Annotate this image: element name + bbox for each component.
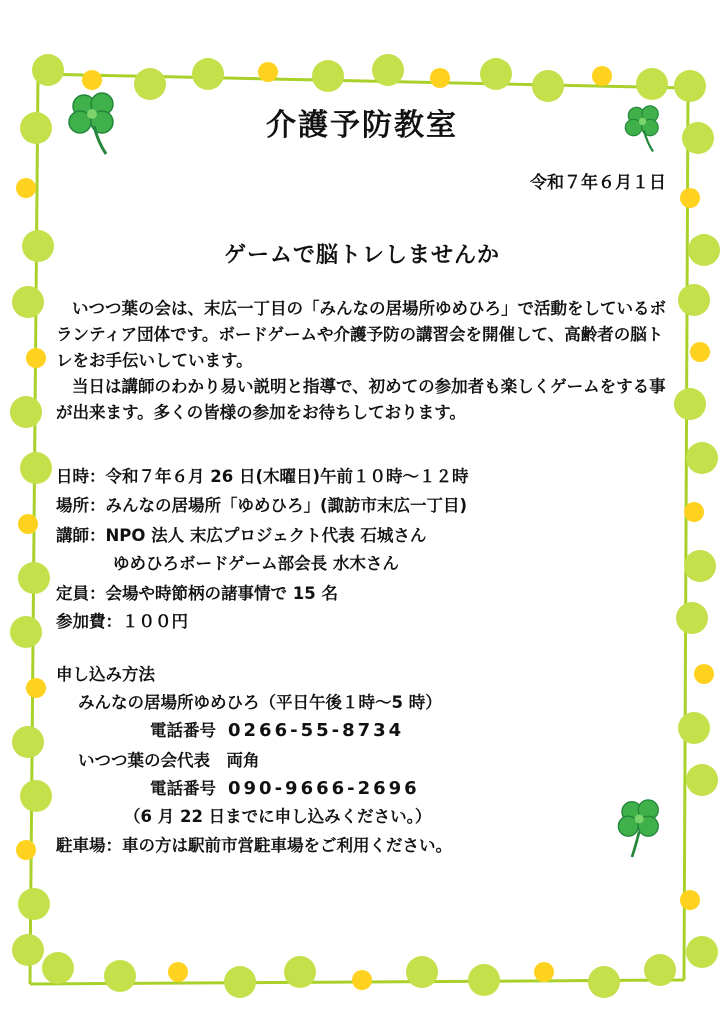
lecturer-label: 講師： <box>56 526 106 545</box>
border-dot <box>26 348 46 368</box>
phone-label-1: 電話番号 <box>150 721 216 740</box>
border-dot <box>674 388 706 420</box>
border-dot <box>18 888 50 920</box>
intro-paragraph-2: 当日は講師のわかり易い説明と指導で、初めての参加者も楽しくゲームをする事が出来ます。多くの皆様の参加をお待ちしております。 <box>56 377 666 422</box>
fee-value: １００円 <box>122 612 188 631</box>
datetime-value: 令和７年６月 26 日(木曜日)午前１０時～１２時 <box>105 467 469 486</box>
lecturer-1: NPO 法人 末広プロジェクト代表 石城さん <box>105 526 427 545</box>
detail-capacity <box>56 580 338 604</box>
border-dot <box>352 970 372 990</box>
capacity-label: 定員： <box>56 584 106 603</box>
border-dot <box>680 188 700 208</box>
subtitle: ゲームで脳トレしませんか <box>223 243 500 268</box>
border-dot <box>680 890 700 910</box>
border-dot <box>134 68 166 100</box>
contact-yumehiro: みんなの居場所ゆめひろ（平日午後１時～5 時） <box>78 693 442 712</box>
border-dot <box>18 514 38 534</box>
border-dot <box>10 616 42 648</box>
border-dot <box>686 764 718 796</box>
phone-row-1 <box>150 717 404 741</box>
phone-label-2: 電話番号 <box>150 779 216 798</box>
capacity-value: 会場や時節柄の諸事情で 15 名 <box>105 584 338 603</box>
issue-date: 令和７年６月１日 <box>530 173 666 193</box>
border-dot <box>678 712 710 744</box>
phone-number-1: 0266-55-8734 <box>228 720 405 741</box>
border-dot <box>676 602 708 634</box>
intro-paragraph-1: いつつ葉の会は、末広一丁目の「みんなの居場所ゆめひろ」で活動をしているボランティア団体です。ボードゲームや介護予防の講習会を開催して、高齢者の脳トレをお手伝いしています。 <box>56 299 666 370</box>
border-dot <box>532 70 564 102</box>
detail-datetime <box>56 463 469 487</box>
border-dot <box>592 66 612 86</box>
parking-label: 駐車場： <box>56 836 122 855</box>
border-dot <box>224 966 256 998</box>
border-dot <box>372 54 404 86</box>
border-dot <box>690 342 710 362</box>
border-dot <box>168 962 188 982</box>
border-dot <box>32 54 64 86</box>
border-dot <box>192 58 224 90</box>
border-dot <box>12 934 44 966</box>
border-dot <box>104 960 136 992</box>
border-dot <box>284 956 316 988</box>
border-dot <box>42 952 74 984</box>
border-dot <box>588 966 620 998</box>
border-dot <box>684 550 716 582</box>
border-dot <box>678 284 710 316</box>
detail-place <box>56 492 467 516</box>
detail-lecturer <box>56 522 426 546</box>
border-dot <box>16 840 36 860</box>
phone-row-2 <box>150 775 420 799</box>
fee-label: 参加費： <box>56 612 122 631</box>
border-dot <box>686 936 718 968</box>
border-dot <box>534 962 554 982</box>
border-dot <box>686 442 718 474</box>
border-dot <box>430 68 450 88</box>
contact-itsutsuba: いつつ葉の会代表 両角 <box>78 751 260 770</box>
border-dot <box>644 954 676 986</box>
border-dot <box>12 286 44 318</box>
border-dot <box>258 62 278 82</box>
border-dot <box>480 58 512 90</box>
border-dot <box>312 60 344 92</box>
phone-number-2: 090-9666-2696 <box>228 778 420 799</box>
border-dot <box>20 780 52 812</box>
border-dot <box>684 502 704 522</box>
lecturer-2: ゆめひろボードゲーム部会長 水木さん <box>113 554 399 573</box>
application-deadline: （6 月 22 日までに申し込みください。） <box>124 807 432 826</box>
border-dot <box>636 68 668 100</box>
parking-value: 車の方は駅前市営駐車場をご利用ください。 <box>122 836 452 855</box>
border-dot <box>674 70 706 102</box>
place-value: みんなの居場所「ゆめひろ」(諏訪市末広一丁目) <box>105 496 468 515</box>
place-label: 場所： <box>56 496 106 515</box>
application-heading: 申し込み方法 <box>56 665 155 684</box>
page-title: 介護予防教室 <box>266 108 458 143</box>
parking-info <box>56 832 452 856</box>
border-dot <box>82 70 102 90</box>
border-dot <box>18 562 50 594</box>
clover-icon-bottom-right <box>612 794 670 862</box>
border-dot <box>468 964 500 996</box>
border-dot <box>26 678 46 698</box>
border-dot <box>406 956 438 988</box>
border-dot <box>20 452 52 484</box>
border-dot <box>10 396 42 428</box>
border-dot <box>12 726 44 758</box>
border-dot <box>694 664 714 684</box>
border-dot <box>16 178 36 198</box>
detail-fee <box>56 608 188 632</box>
datetime-label: 日時： <box>56 467 106 486</box>
border-line <box>684 88 688 980</box>
